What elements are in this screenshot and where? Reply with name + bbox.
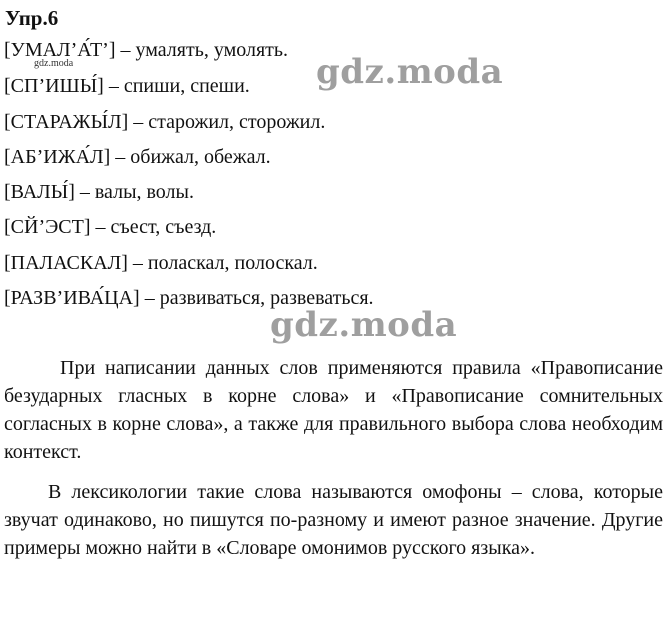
- watermark-logo: gdz.moda: [270, 305, 458, 345]
- watermark-logo: gdz.moda: [316, 52, 504, 92]
- explanation-paragraph: В лексикологии такие слова называются омофоны – слова, которые звучат одинаково, но пишутся по-разному и имеют разное значение. Другие примеры можно найти в «Словаре омонимов русского языка».: [4, 481, 663, 559]
- word-pair-line: [ПАЛАСКАЛ] – поласкал, полоскал.: [4, 252, 318, 274]
- word-pair-line: [РАЗВ’ИВА́ЦА] – развиваться, развеваться.: [4, 287, 374, 309]
- word-pair-line: [АБ’ИЖА́Л] – обижал, обежал.: [4, 146, 271, 168]
- word-pair-line: [УМАЛ’А́Т’] – умалять, умолять.: [4, 39, 289, 61]
- word-pair-line: [СЙ’ЭСТ] – съест, съезд.: [4, 216, 217, 238]
- word-pair-line: [ВАЛЫ́] – валы, волы.: [4, 181, 194, 203]
- watermark-small: gdz.moda: [34, 58, 74, 69]
- word-pair-line: [СТАРАЖЫ́Л] – старожил, сторожил.: [4, 111, 326, 133]
- exercise-title: Упр.6: [5, 6, 59, 30]
- explanation-paragraph: При написании данных слов применяются правила «Правописание безударных гласных в корне слова» и «Правописание сомнительных согласных в корне слова», а также для правильного выбора слова необходим контекст.: [4, 357, 663, 463]
- word-pair-line: [СП’ИШЫ́] – спиши, спеши.: [4, 75, 250, 97]
